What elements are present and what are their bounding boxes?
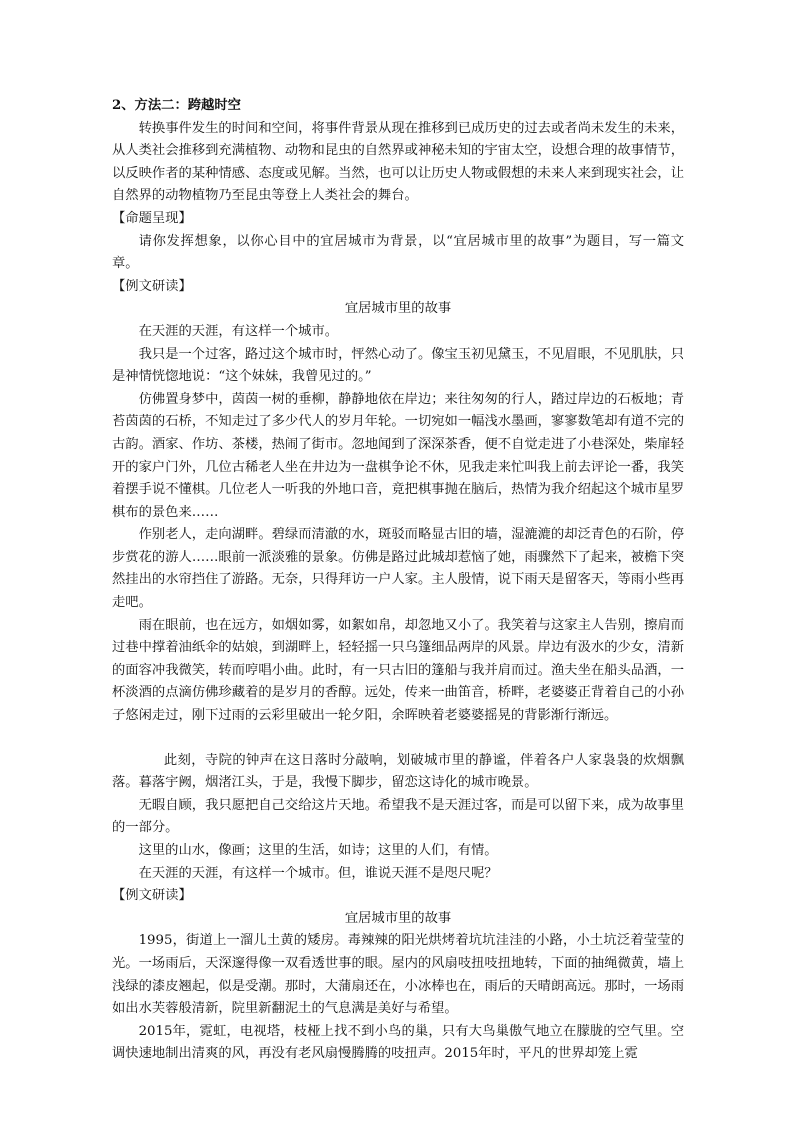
example1-paragraph: 此刻，寺院的钟声在这日落时分敲响，划破城市里的静谧，伴着各户人家袅袅的炊烟飘落。暮落宇阙，烟渚江头，于是，我慢下脚步，留恋这诗化的城市晚景。	[112, 752, 684, 791]
document-page	[112, 95, 684, 1066]
example1-paragraph: 雨在眼前，也在远方，如烟如雾，如絮如帛，却忽地又小了。我笑着与这家主人告别，擦肩而过巷中撑着油纸伞的姑娘，到湖畔上，轻轻摇一只乌篷细品两岸的风景。岸边有汲水的少女，清新的面容冲我微笑，转而哼唱小曲。此时，有一只古旧的篷船与我并肩而过。渔夫坐在船头品酒，一杯淡酒的点滴仿佛珍藏着的是岁月的香醇。远处，传来一曲笛音，桥畔，老婆婆正背着自己的小孙子悠闲走过，刚下过雨的云彩里破出一轮夕阳，余晖映着老婆婆摇晃的背影渐行渐远。	[112, 617, 684, 724]
paragraph-gap	[112, 728, 684, 750]
example2-title: 宜居城市里的故事	[344, 910, 452, 926]
section-heading: 2、方法二：跨越时空	[112, 98, 241, 113]
example1-paragraph: 这里的山水，像画；这里的生活，如诗；这里的人们，有情。	[138, 843, 498, 858]
example1-title: 宜居城市里的故事	[344, 301, 452, 317]
prompt-text: 请你发挥想象，以你心目中的宜居城市为背景，以“宜居城市里的故事”为题目，写一篇文章。	[112, 233, 684, 272]
example1-paragraph: 在天涯的天涯，有这样一个城市。但，谁说天涯不是咫尺呢？	[138, 865, 498, 881]
example1-paragraph: 无暇自顾，我只愿把自己交给这片天地。希望我不是天涯过客，而是可以留下来，成为故事里的一部分。	[112, 797, 684, 836]
example1-paragraph: 在天涯的天涯，有这样一个城市。	[138, 323, 339, 339]
example1-paragraph: 仿佛置身梦中，茵茵一树的垂柳，静静地依在岸边；来往匆匆的行人，踏过岸边的石板地；青苔茵茵的石桥，不知走过了多少代人的岁月年轮。一切宛如一幅浅水墨画，寥寥数笔却有道不完的古韵。酒家、作坊、茶楼，热闹了街市。忽地闻到了深深茶香，便不自觉走进了小巷深处，柴扉轻开的家户门外，几位古稀老人坐在井边为一盘棋争论不休，见我走来忙叫我上前去评论一番，我笑着摆手说不懂棋。几位老人一听我的外地口音，竟把棋事抛在脑后，热情为我介绍起这个城市星罗棋布的景色来……	[112, 391, 684, 520]
example2-label: 【例文研读】	[112, 888, 192, 904]
prompt-label: 【命题呈现】	[112, 210, 192, 226]
example1-label: 【例文研读】	[112, 278, 192, 294]
example2-paragraph: 2015年，霓虹，电视塔，枝桠上找不到小鸟的巢，只有大鸟巢傲气地立在朦胧的空气里。空调快速地制出清爽的风，再没有老风扇慢腾腾的吱扭声。2015年时，平凡的世界却笼上霓	[112, 1023, 684, 1062]
example2-paragraph: 1995，街道上一溜儿土黄的矮房。毒辣辣的阳光烘烤着坑坑洼洼的小路，小土坑泛着莹莹的光。一场雨后，天深邃得像一双看透世事的眼。屋内的风扇吱扭吱扭地转，下面的抽绳微黄，墙上浅绿的漆皮翘起，似是受潮。那时，大蒲扇还在，小冰棒也在，雨后的天晴朗高远。那时，一场雨如出水芙蓉般清新，院里新翻泥土的气息满是美好与希望。	[112, 933, 684, 1017]
intro-paragraph: 转换事件发生的时间和空间，将事件背景从现在推移到已成历史的过去或者尚未发生的未来，从人类社会推移到充满植物、动物和昆虫的自然界或神秘未知的宇宙太空，设想合理的故事情节，以反映作者的某种情感、态度或见解。当然，也可以让历史人物或假想的未来人来到现实社会，让自然界的动物植物乃至昆虫等登上人类社会的舞台。	[112, 120, 684, 204]
example1-paragraph: 我只是一个过客，路过这个城市时，怦然心动了。像宝玉初见黛玉，不见眉眼，不见肌肤，只是神情恍惚地说：“这个妹妹，我曾见过的。”	[112, 346, 684, 385]
example1-paragraph: 作别老人，走向湖畔。碧绿而清澈的水，斑驳而略显古旧的墙，湿漉漉的却泛青色的石阶，停步赏花的游人……眼前一派淡雅的景象。仿佛是路过此城却惹恼了她，雨骤然下了起来，被檐下突然挂出的水帘挡住了游路。无奈，只得拜访一户人家。主人殷情，说下雨天是留客天，等雨小些再走吧。	[112, 527, 684, 611]
